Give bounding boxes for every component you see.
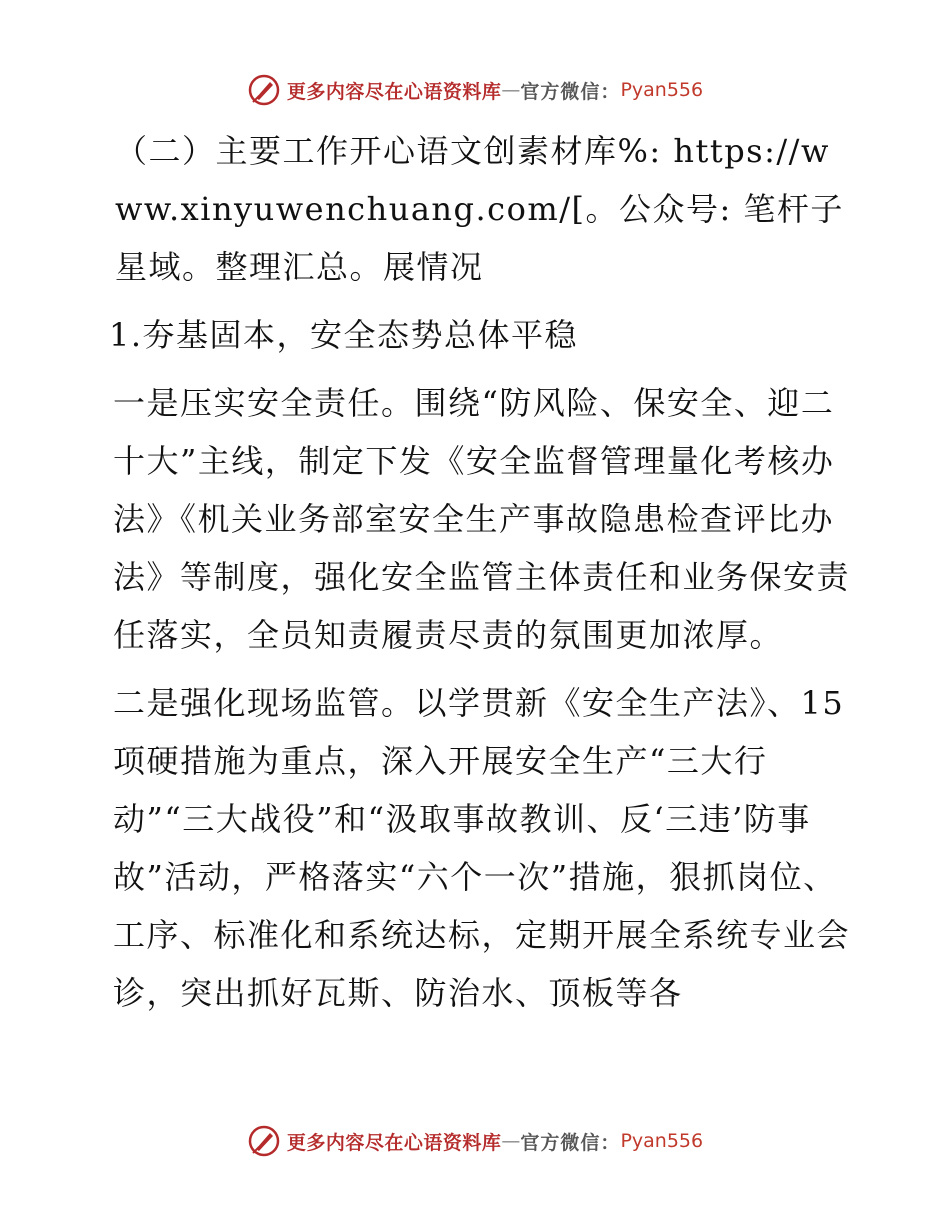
footer-banner-title: 更多内容尽在心语资料库 bbox=[286, 1131, 502, 1154]
header-banner-wechat-id: Pyan556 bbox=[620, 79, 704, 101]
quill-logo-icon bbox=[247, 1124, 281, 1158]
header-banner-wechat-label: 官方微信： bbox=[520, 80, 621, 103]
paragraph-site-supervision: 二是强化现场监管。以学贯新《安全生产法》、15项硬措施为重点，深入开展安全生产“三大行动”“三大战役”和“汲取事故教训、反‘三违’防事故”活动，严格落实“六个一次”措施，狠抓岗位、工序、标准化和系统达标，定期开展全系统专业会诊，突出抓好瓦斯、防治水、顶板等各 bbox=[113, 684, 851, 1012]
header-banner bbox=[0, 70, 950, 110]
paragraph-safety-responsibility: 一是压实安全责任。围绕“防风险、保安全、迎二十大”主线，制定下发《安全监督管理量化考核办法》《机关业务部室安全生产事故隐患检查评比办法》等制度，强化安全监管主体责任和业务保安责任落实，全员知责履责尽责的氛围更加浓厚。 bbox=[113, 384, 851, 654]
subsection-title: 1.夯基固本，安全态势总体平稳 bbox=[109, 316, 579, 354]
footer-banner-dash: — bbox=[501, 1130, 521, 1152]
footer-banner-wechat-label: 官方微信： bbox=[520, 1131, 621, 1154]
section-title: （二）主要工作开心语文创素材库%: https://www.xinyuwenchuang.com/[。公众号: 笔杆子星域。整理汇总。展情况 bbox=[115, 132, 844, 286]
footer-banner bbox=[0, 1121, 950, 1161]
footer-banner-wechat-id: Pyan556 bbox=[620, 1130, 704, 1152]
header-banner-dash: — bbox=[501, 79, 521, 101]
header-banner-title: 更多内容尽在心语资料库 bbox=[286, 80, 502, 103]
quill-logo-icon bbox=[247, 73, 281, 107]
document-body bbox=[97, 122, 857, 1022]
